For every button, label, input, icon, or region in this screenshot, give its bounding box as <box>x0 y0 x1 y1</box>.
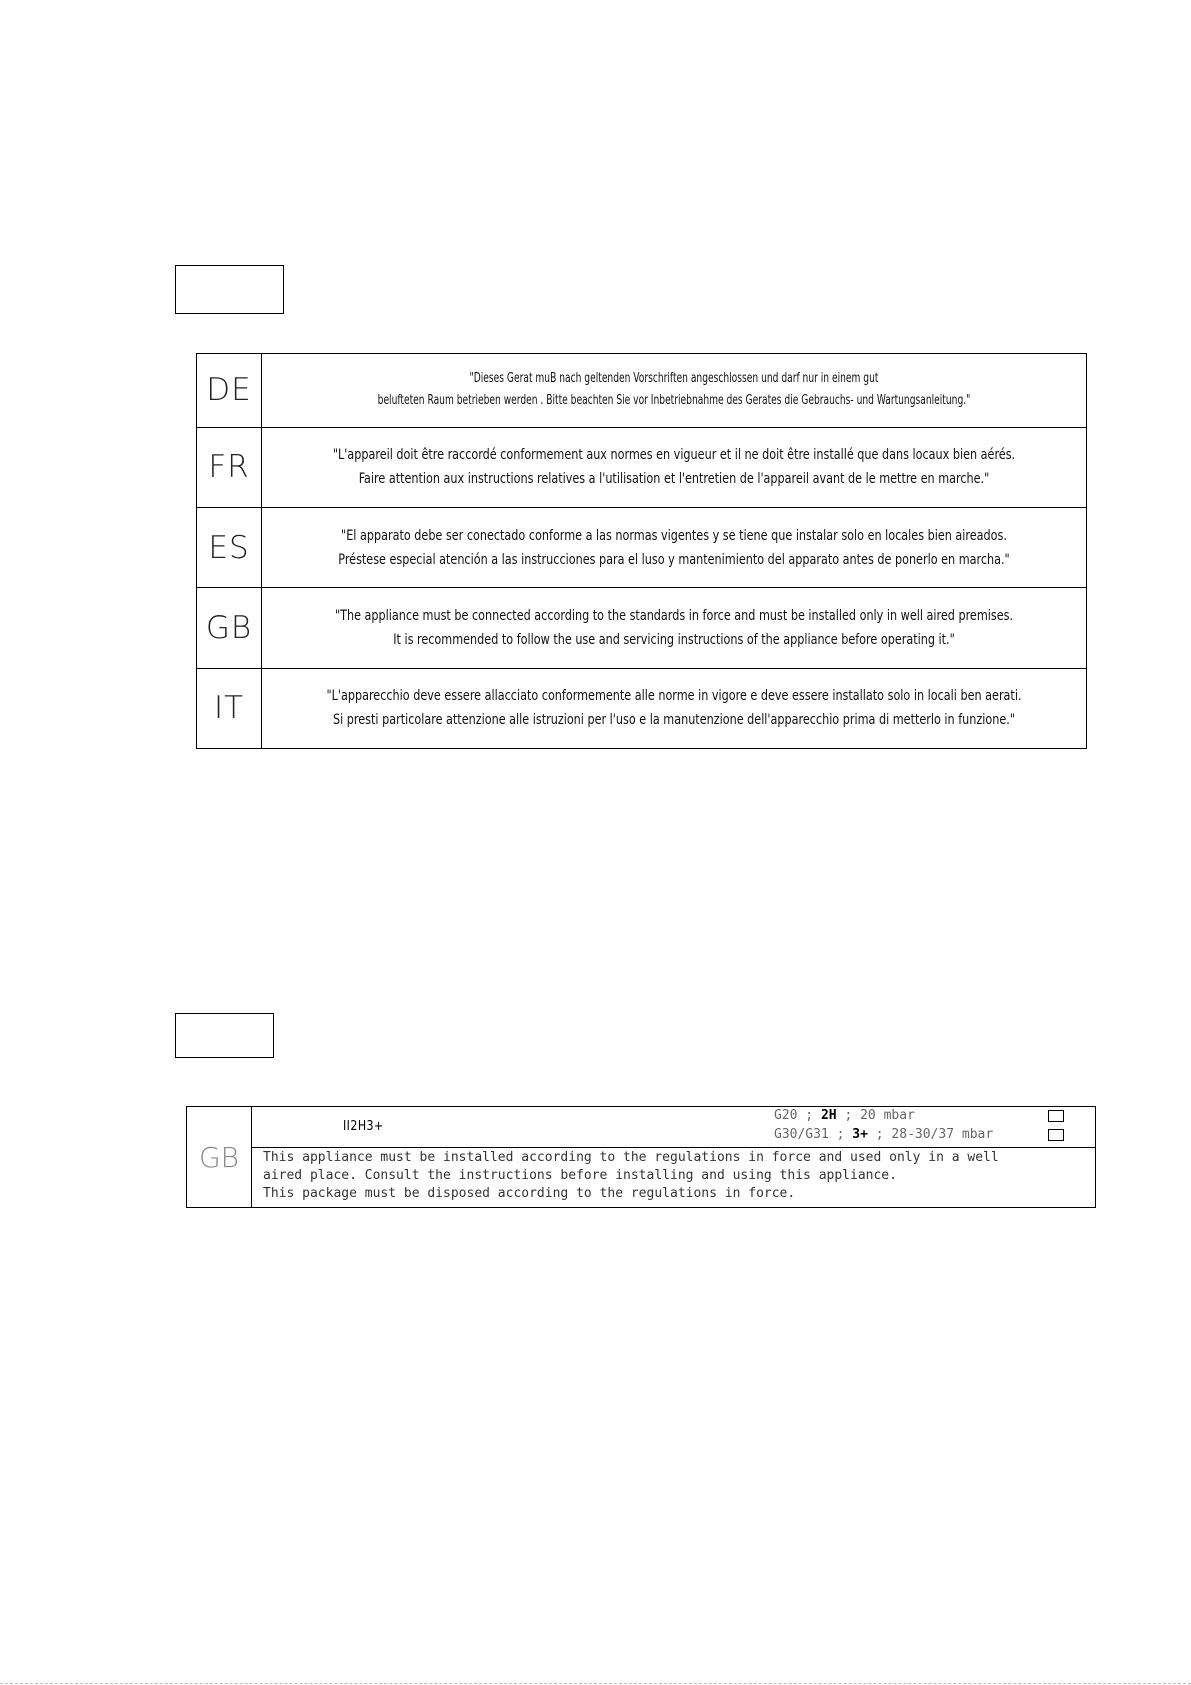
blank-label-box-1 <box>175 265 284 314</box>
warning-row-es <box>197 508 1087 588</box>
warning-line: Si presti particolare attenzione alle istruzioni per l'uso e la manutenzione dell'apparecchio prima di metterlo in funzione." <box>332 712 1016 729</box>
appliance-category: II2H3+ <box>343 1119 384 1134</box>
country-code: GB <box>187 1107 252 1207</box>
warning-text <box>262 354 1087 428</box>
country-code: DE <box>197 354 262 428</box>
warning-line: "Dieses Gerat muB nach geltenden Vorschriften angeschlossen und darf nur in einem gut <box>469 371 879 387</box>
gas-group: 2H <box>820 1108 837 1123</box>
gas-checkbox[interactable] <box>1048 1129 1064 1141</box>
gas-row <box>774 1108 915 1123</box>
gas-checkbox[interactable] <box>1048 1110 1064 1122</box>
gb-instructions <box>263 1149 1085 1203</box>
warning-row-gb <box>197 588 1087 668</box>
warning-text <box>262 427 1087 507</box>
separator: ; <box>867 1127 892 1142</box>
warning-text <box>262 668 1087 748</box>
warning-text <box>262 588 1087 668</box>
warning-line: belufteten Raum betrieben werden . Bitte beachten Sie vor Inbetriebnahme des Gerates die Gebrauchs- und Wartungsanleitung." <box>377 393 971 409</box>
instruction-line: This appliance must be installed according to the regulations in force and used only in a well <box>263 1150 999 1165</box>
warning-line: "The appliance must be connected according to the standards in force and must be installed only in well aired premises. <box>334 607 1014 624</box>
warning-line: "L'appareil doit être raccordé conformement aux normes en vigueur et il ne doit être installé que dans locaux bien aérés. <box>332 447 1016 464</box>
warning-line: It is recommended to follow the use and servicing instructions of the appliance before operating it." <box>393 631 955 648</box>
separator: ; <box>828 1127 853 1142</box>
page-bottom-rule <box>0 1683 1191 1684</box>
gas-group: 3+ <box>852 1127 868 1142</box>
instruction-line: This package must be disposed according to the regulations in force. <box>263 1186 796 1201</box>
gas-type: G30/G31 <box>774 1127 829 1142</box>
country-code: ES <box>197 508 262 588</box>
gas-type: G20 <box>774 1108 798 1123</box>
safety-warnings-table <box>196 353 1087 749</box>
country-code: FR <box>197 427 262 507</box>
warning-row-fr <box>197 427 1087 507</box>
warning-row-de <box>197 354 1087 428</box>
gas-category-row <box>252 1107 1095 1148</box>
country-code: GB <box>197 588 262 668</box>
gb-gas-label <box>186 1106 1096 1208</box>
warning-row-it <box>197 668 1087 748</box>
gas-pressure: 20 mbar <box>860 1108 915 1123</box>
country-code: IT <box>197 668 262 748</box>
gas-row <box>774 1127 993 1142</box>
warning-line: Faire attention aux instructions relatives a l'utilisation et l'entretien de l'appareil avant de le mettre en marche." <box>358 471 990 488</box>
gas-pressure: 28-30/37 mbar <box>891 1127 994 1142</box>
separator: ; <box>836 1108 861 1123</box>
warning-text <box>262 508 1087 588</box>
instruction-line: aired place. Consult the instructions before installing and using this appliance. <box>263 1168 897 1183</box>
separator: ; <box>797 1108 821 1123</box>
warning-line: "El apparato debe ser conectado conforme a las normas vigentes y se tiene que instalar solo en locales bien aireados. <box>341 527 1007 544</box>
warning-line: "L'apparecchio deve essere allacciato conformemente alle norme in vigore e deve essere installato solo in locali ben aerati. <box>326 688 1022 705</box>
warning-line: Préstese especial atención a las instrucciones para el luso y mantenimiento del apparato antes de ponerlo en marcha." <box>338 551 1010 568</box>
blank-label-box-2 <box>175 1013 274 1058</box>
